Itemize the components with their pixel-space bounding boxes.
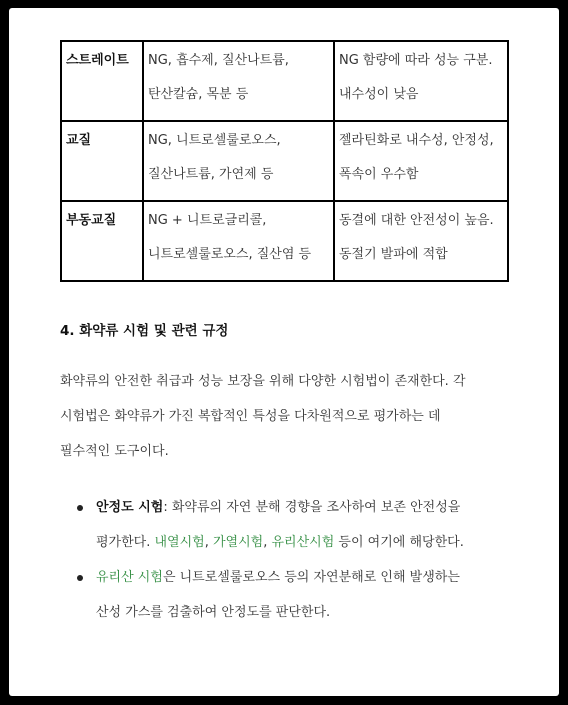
paragraph-line: 시험법은 화약류가 가진 복합적인 특성을 다차원적으로 평가하는 데 bbox=[60, 409, 441, 424]
bullet-text: 평가한다. bbox=[96, 535, 155, 550]
link-free-acid-test[interactable]: 유리산 시험 bbox=[96, 570, 163, 585]
link-free-acid-test[interactable]: 유리산시험 bbox=[271, 535, 335, 550]
cell-line: NG, 니트로셀룰로오스, bbox=[148, 133, 281, 148]
cell-line: 내수성이 낮음 bbox=[339, 87, 419, 102]
separator: , bbox=[204, 535, 213, 550]
cell-line: 니트로셀룰로오스, 질산염 등 bbox=[148, 247, 312, 262]
bullet-text: : 화약류의 자연 분해 경향을 조사하여 보존 안전성을 bbox=[163, 500, 461, 515]
cell-line: 젤라틴화로 내수성, 안정성, bbox=[339, 133, 494, 148]
document-page bbox=[9, 8, 559, 696]
table-cell bbox=[143, 121, 334, 201]
list-item bbox=[9, 560, 559, 630]
cell-line: NG 함량에 따라 성능 구분. bbox=[339, 53, 493, 68]
table-row bbox=[61, 201, 508, 281]
cell-line: 동결에 대한 안전성이 높음. bbox=[339, 213, 494, 228]
table-cell bbox=[334, 201, 508, 281]
cell-line: 동절기 발파에 적합 bbox=[339, 247, 448, 262]
bullet-dot bbox=[77, 575, 83, 581]
link-heating-test[interactable]: 가열시험 bbox=[213, 535, 264, 550]
row-header: 스트레이트 bbox=[61, 41, 143, 121]
bullet-text: 은 니트로셀룰로오스 등의 자연분해로 인해 발생하는 bbox=[162, 570, 460, 585]
bullet-line bbox=[96, 490, 559, 525]
row-header: 부동교질 bbox=[61, 201, 143, 281]
row-header: 교질 bbox=[61, 121, 143, 201]
cell-line: 질산나트륨, 가연제 등 bbox=[148, 167, 274, 182]
paragraph-line: 필수적인 도구이다. bbox=[60, 444, 169, 459]
link-heat-test[interactable]: 내열시험 bbox=[154, 535, 205, 550]
bullet-line bbox=[96, 560, 559, 595]
section-paragraph bbox=[60, 364, 530, 469]
list-item bbox=[9, 490, 559, 560]
cell-line: 폭속이 우수함 bbox=[339, 167, 419, 182]
bullet-text: 등이 여기에 해당한다. bbox=[334, 535, 464, 550]
bullet-dot bbox=[77, 505, 83, 511]
bullet-line: 산성 가스를 검출하여 안정도를 판단한다. bbox=[96, 605, 331, 620]
table-cell bbox=[143, 41, 334, 121]
bullet-line bbox=[96, 525, 559, 560]
table-cell bbox=[334, 121, 508, 201]
table-cell bbox=[143, 201, 334, 281]
section-heading: 4. 화약류 시험 및 관련 규정 bbox=[60, 323, 229, 339]
table-row bbox=[61, 121, 508, 201]
cell-line: 탄산칼슘, 목분 등 bbox=[148, 87, 249, 102]
table-cell bbox=[334, 41, 508, 121]
table-row bbox=[61, 41, 508, 121]
cell-line: NG, 흡수제, 질산나트륨, bbox=[148, 53, 289, 68]
explosives-table bbox=[60, 40, 509, 282]
separator: , bbox=[263, 535, 272, 550]
term-bold: 안정도 시험 bbox=[96, 500, 164, 515]
bullet-list bbox=[9, 490, 559, 630]
cell-line: NG + 니트로글리콜, bbox=[148, 213, 267, 228]
paragraph-line: 화약류의 안전한 취급과 성능 보장을 위해 다양한 시험법이 존재한다. 각 bbox=[60, 374, 466, 389]
